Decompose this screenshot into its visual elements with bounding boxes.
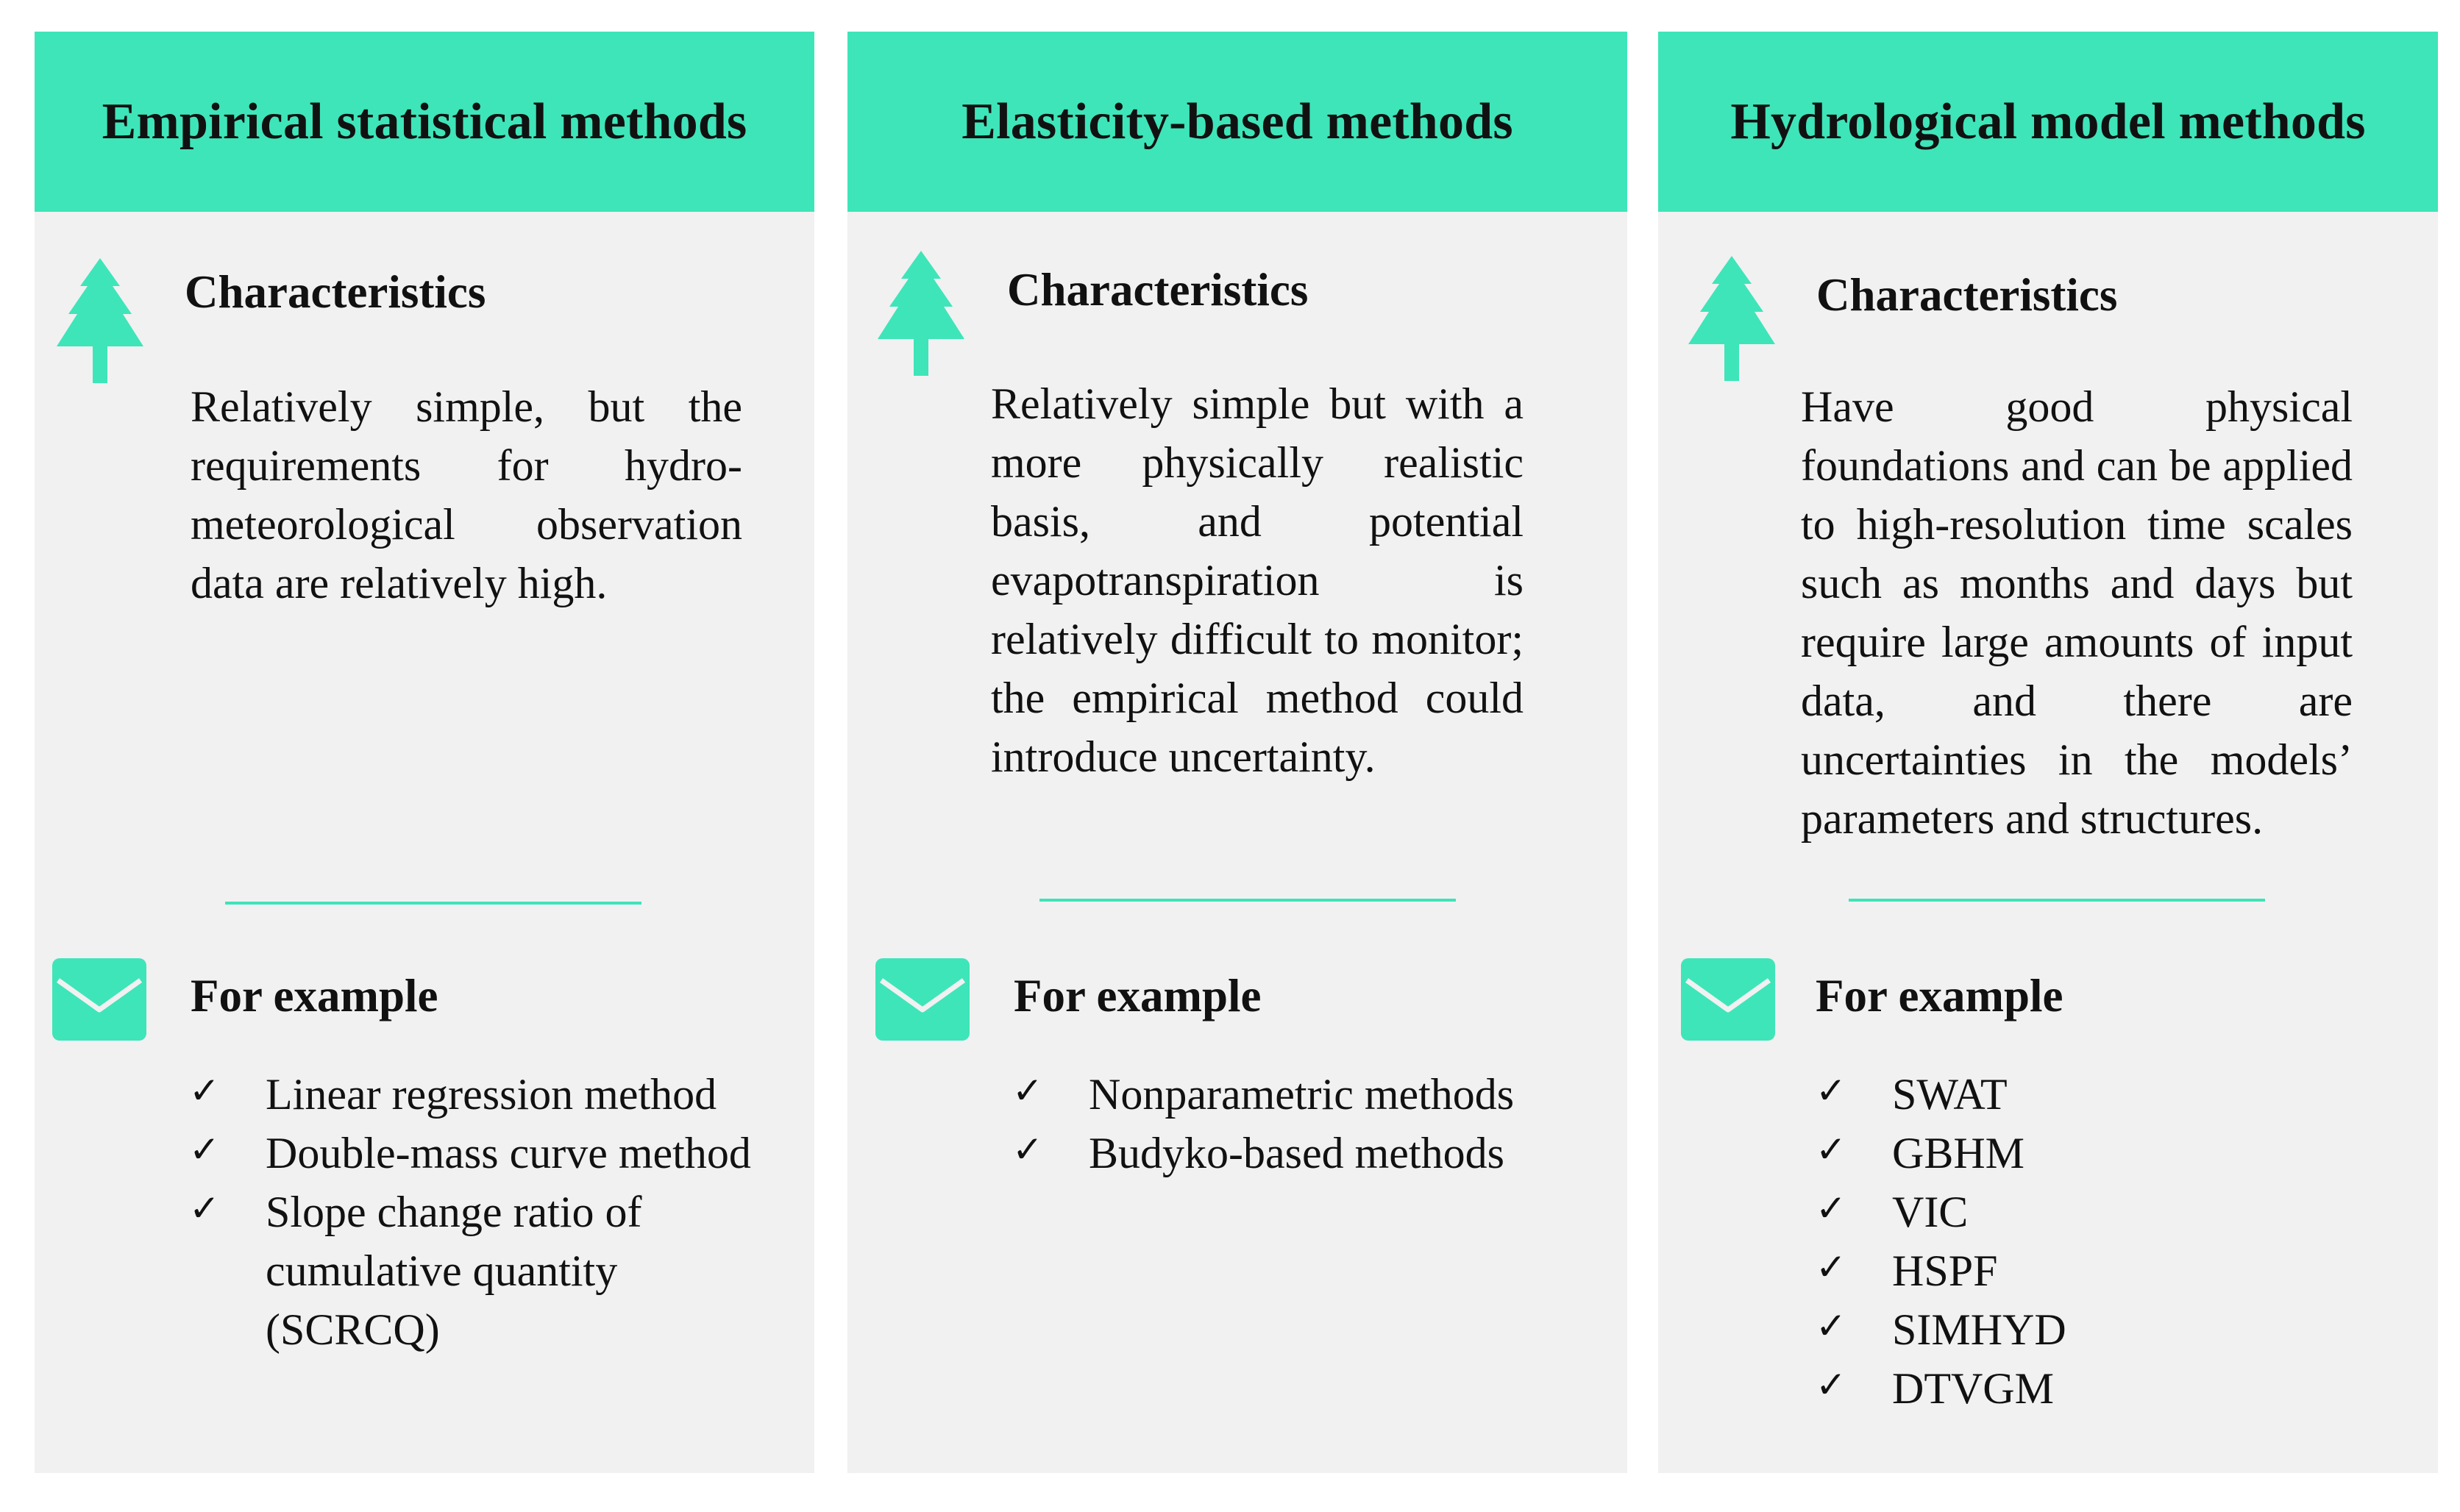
- panel-title: Hydrological model methods: [1730, 93, 2366, 150]
- check-icon: ✓: [1012, 1128, 1043, 1171]
- example-item: [1816, 1241, 2407, 1300]
- characteristics-heading: Characteristics: [185, 266, 486, 318]
- envelope-icon: [52, 958, 146, 1041]
- check-icon: ✓: [189, 1187, 220, 1230]
- example-item: [1816, 1065, 2407, 1124]
- panel-title: Empirical statistical methods: [102, 93, 747, 150]
- check-icon: ✓: [1012, 1069, 1043, 1112]
- example-text: Linear regression method: [266, 1070, 717, 1119]
- check-icon: ✓: [1816, 1305, 1846, 1347]
- panel-header: [35, 32, 814, 212]
- examples-list: [1816, 1065, 2407, 1418]
- example-item: [1816, 1300, 2407, 1359]
- tree-icon: [878, 251, 964, 376]
- example-text: Slope change ratio of cumulative quantity (SCRCQ): [266, 1188, 642, 1354]
- example-text: GBHM: [1892, 1129, 2025, 1177]
- example-text: SIMHYD: [1892, 1305, 2066, 1354]
- check-icon: ✓: [1816, 1128, 1846, 1171]
- example-item: [189, 1183, 781, 1359]
- example-item: [1816, 1183, 2407, 1241]
- example-text: SWAT: [1892, 1070, 2008, 1119]
- example-item: [189, 1065, 781, 1124]
- check-icon: ✓: [189, 1128, 220, 1171]
- section-divider: [1039, 899, 1456, 902]
- examples-heading: For example: [191, 970, 438, 1021]
- check-icon: ✓: [1816, 1363, 1846, 1406]
- characteristics-text: Have good physical foundations and can be applied to high-resolution time scales such as months and days but require large amounts of input data, and there are uncertainties in the models’ parameters and structures.: [1801, 382, 2353, 843]
- panel-header: [847, 32, 1627, 212]
- envelope-icon: [1681, 958, 1775, 1041]
- example-item: [1012, 1124, 1604, 1183]
- characteristics-heading: Characteristics: [1007, 264, 1309, 315]
- examples-list: [1012, 1065, 1604, 1183]
- method-panel-hydrological: [1658, 32, 2438, 1473]
- section-divider: [225, 902, 641, 905]
- characteristics-heading: Characteristics: [1816, 269, 2118, 321]
- example-item: [1816, 1124, 2407, 1183]
- examples-heading: For example: [1014, 970, 1262, 1021]
- tree-icon: [57, 258, 143, 383]
- check-icon: ✓: [1816, 1246, 1846, 1288]
- example-text: Nonparametric methods: [1089, 1070, 1515, 1119]
- example-text: HSPF: [1892, 1247, 1998, 1295]
- example-item: [1012, 1065, 1604, 1124]
- tree-icon: [1688, 256, 1775, 381]
- panel-header: [1658, 32, 2438, 212]
- check-icon: ✓: [1816, 1069, 1846, 1112]
- example-text: VIC: [1892, 1188, 1969, 1236]
- panel-title: Elasticity-based methods: [961, 93, 1513, 150]
- section-divider: [1849, 899, 2265, 902]
- check-icon: ✓: [189, 1069, 220, 1112]
- examples-heading: For example: [1816, 970, 2063, 1021]
- characteristics-text: Relatively simple, but the requirements for hydro-meteorological observation data are relatively high.: [191, 382, 742, 607]
- method-panel-empirical: [35, 32, 814, 1473]
- example-item: [1816, 1359, 2407, 1418]
- example-text: Budyko-based methods: [1089, 1129, 1504, 1177]
- method-panel-elasticity: [847, 32, 1627, 1473]
- example-item: [189, 1124, 781, 1183]
- envelope-icon: [875, 958, 970, 1041]
- example-text: DTVGM: [1892, 1364, 2054, 1413]
- characteristics-text: Relatively simple but with a more physically realistic basis, and potential evapotranspiration is relatively difficult to monitor; the empirical method could introduce uncertainty.: [991, 379, 1524, 781]
- check-icon: ✓: [1816, 1187, 1846, 1230]
- example-text: Double-mass curve method: [266, 1129, 751, 1177]
- examples-list: [189, 1065, 781, 1359]
